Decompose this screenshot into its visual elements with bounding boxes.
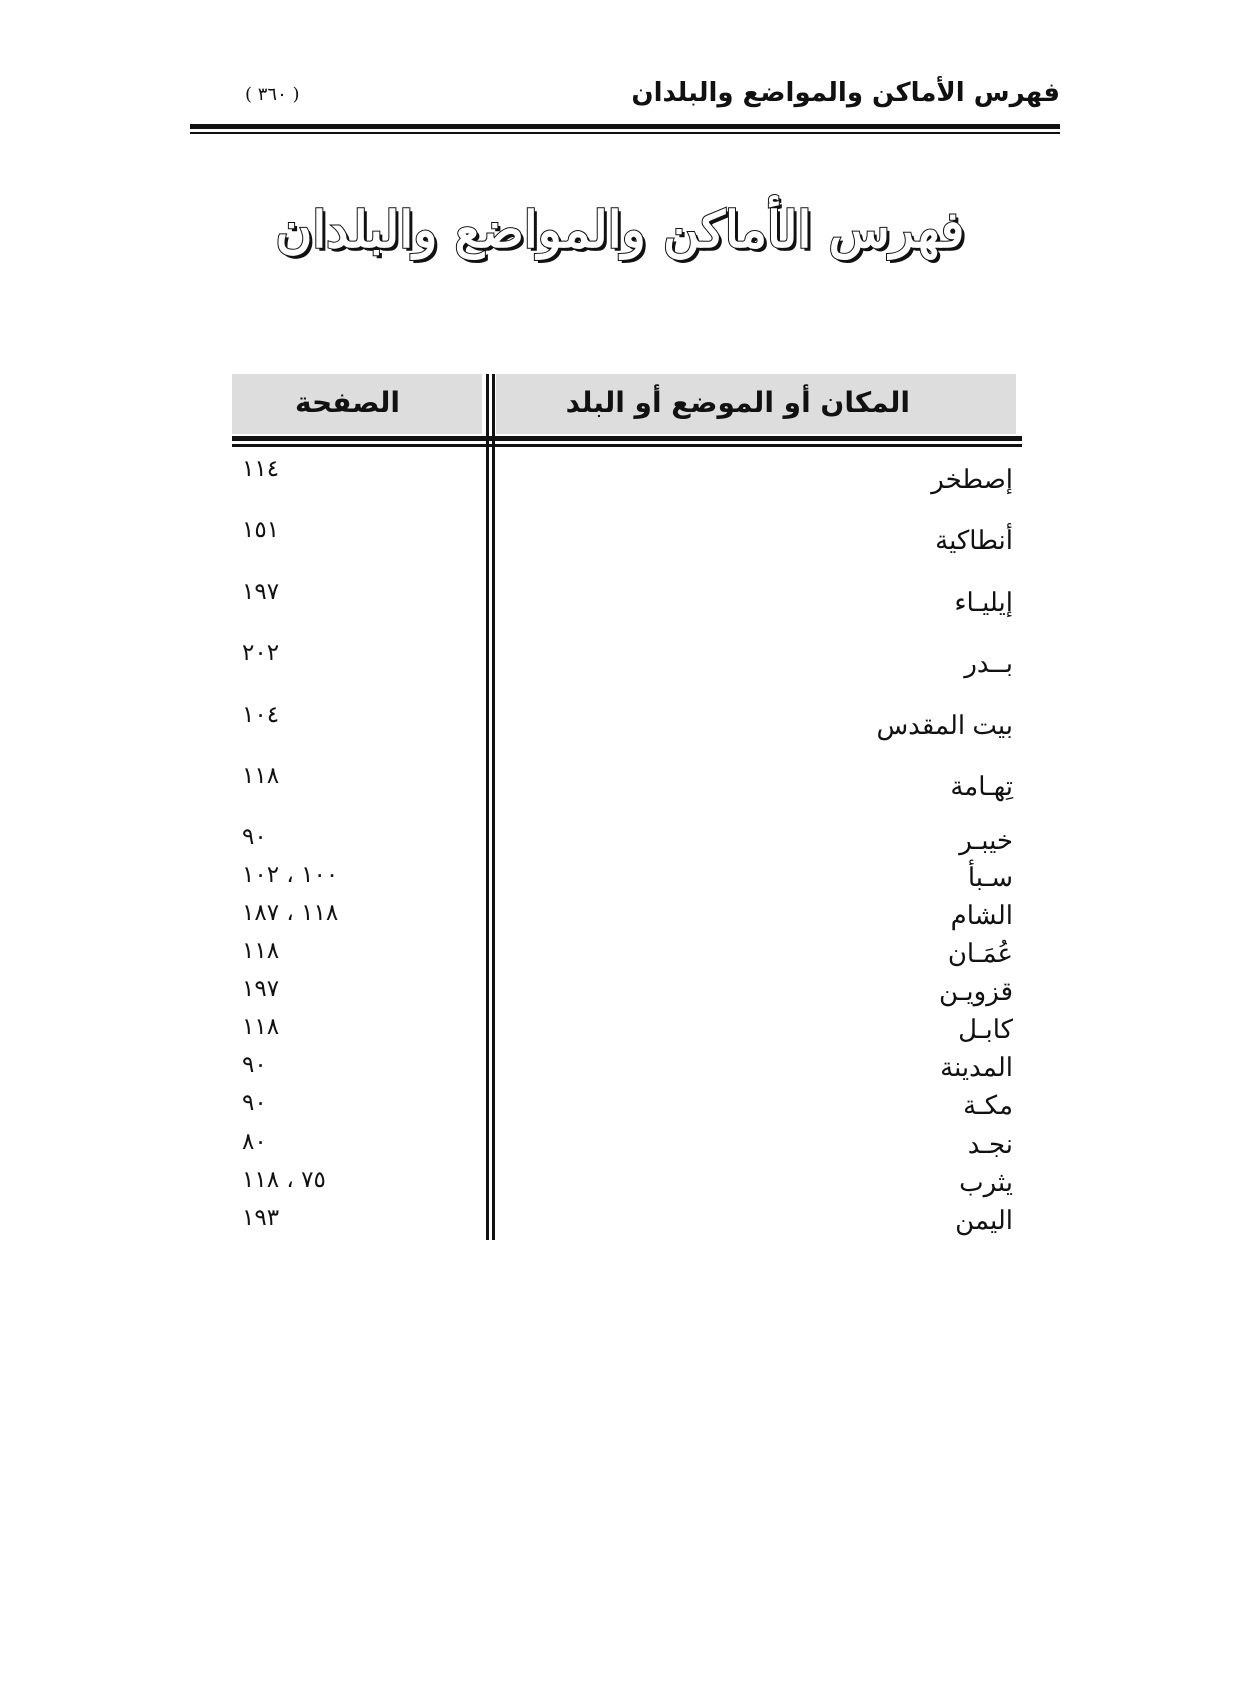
page-ref: ١٠٠ ، ١٠٢	[242, 862, 339, 888]
place-name: الشام	[950, 900, 1013, 930]
column-divider	[492, 374, 495, 1240]
place-name: خيبـر	[959, 825, 1013, 855]
header-divider	[232, 444, 1022, 447]
page-ref: ١٩٧	[242, 976, 280, 1002]
page-ref: ١١٨	[242, 1014, 280, 1040]
column-header-page-label: الصفحة	[294, 386, 400, 419]
place-name: أنطاكية	[935, 525, 1013, 555]
page-ref: ٨٠	[242, 1129, 267, 1155]
place-name: تِهـامة	[950, 771, 1013, 801]
header-divider	[232, 436, 1022, 441]
place-name: قزويـن	[939, 976, 1013, 1006]
place-name: اليمن	[955, 1205, 1013, 1235]
place-name: إيليـاء	[954, 587, 1013, 617]
page-ref: ١٩٧	[242, 579, 280, 605]
running-header-title: فهرس الأماكن والمواضع والبلدان	[631, 78, 1060, 108]
page-ref: ١١٤	[242, 456, 280, 482]
place-name: بيت المقدس	[876, 710, 1013, 740]
header-rule-thick	[190, 124, 1060, 129]
running-header	[190, 78, 1060, 122]
place-name: نجـد	[967, 1129, 1013, 1159]
place-name: كابـل	[958, 1014, 1013, 1044]
column-header-place-label: المكان أو الموضع أو البلد	[565, 386, 910, 419]
page-ref: ١٠٤	[242, 702, 280, 728]
page-ref: ١١٨	[242, 938, 280, 964]
place-name: بــدر	[964, 648, 1013, 678]
page-ref: ١١٨	[242, 763, 280, 789]
page-ref: ٢٠٢	[242, 640, 280, 666]
place-name: المدينة	[940, 1052, 1013, 1082]
column-header-page	[232, 374, 482, 434]
column-divider	[486, 374, 489, 1240]
place-name: مكـة	[963, 1090, 1013, 1120]
page-ref: ٩٠	[242, 1090, 267, 1116]
column-header-place	[496, 374, 1016, 434]
place-name: عُمَـان	[947, 938, 1013, 968]
page-title: فهرس الأماكن والمواضع والبلدان	[275, 200, 965, 259]
header-rule-thin	[190, 132, 1060, 134]
page-ref: ٩٠	[242, 1052, 267, 1078]
page-ref: ١٩٣	[242, 1205, 280, 1231]
place-name: يثرب	[959, 1167, 1013, 1197]
page-number: ( ٣٦٠ )	[245, 84, 300, 105]
page-ref: ١١٨ ، ١٨٧	[242, 900, 339, 926]
page-ref: ٩٠	[242, 824, 267, 850]
page-ref: ١٥١	[242, 517, 280, 543]
place-name: سـبأ	[967, 862, 1013, 892]
page-ref: ٧٥ ، ١١٨	[242, 1167, 326, 1193]
place-name: إصطخر	[931, 464, 1013, 494]
